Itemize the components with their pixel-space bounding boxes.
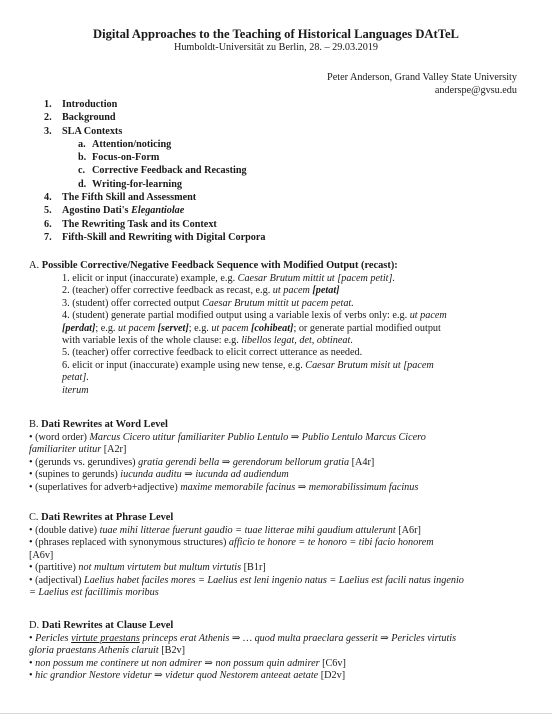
list-item: iterum — [62, 384, 89, 396]
list-item: • hic grandior Nestore videtur ⇒ videtur quod Nestorem anteeat aetate [D2v] — [29, 670, 346, 682]
list-item: • (phrases replaced with synonymous structures) afficio te honore = te honoro = tibi facio honorem — [29, 537, 434, 549]
list-item: • (adjectival) Laelius habet faciles mores = Laelius est leni ingenio natus = Laelius est facili natus ingenio — [29, 574, 464, 586]
list-item: • non possum me continere ut non admirer ⇒ non possum quin admirer [C6v] — [29, 657, 346, 669]
outline-subitem: d. Writing-for-learning — [78, 178, 182, 190]
list-item: • Pericles virtute praestans princeps erat Athenis ⇒ … quod multa praeclara gesserit ⇒ Pericles virtutis — [29, 633, 457, 644]
section-heading: A. Possible Corrective/Negative Feedback Sequence with Modified Output (recast): — [29, 260, 398, 271]
outline-item: 7. Fifth-Skill and Rewriting with Digital Corpora — [44, 231, 266, 243]
outline-subitem: a. Attention/noticing — [78, 138, 172, 150]
outline-item: 4. The Fifth Skill and Assessment — [44, 192, 197, 204]
list-item-continuation: [perdat]; e.g. ut pacem [servet]; e.g. ut pacem [cohibeat]; or generate partial modified output — [62, 322, 441, 334]
section-c — [29, 511, 525, 599]
list-item: • (superlatives for adverb+adjective) maxime memorabile facinus ⇒ memorabilissimum facinus — [29, 481, 419, 493]
list-item: 3. (student) offer corrected output Caesar Brutum mittit ut pacem petat. — [62, 297, 354, 309]
list-item-continuation: petat]. — [62, 372, 89, 384]
section-b — [29, 418, 525, 494]
outline-item: 2. Background — [44, 112, 116, 124]
outline-list — [44, 98, 514, 244]
list-item: 1. elicit or input (inaccurate) example, e.g. Caesar Brutum mittit ut [pacem petit]. — [62, 273, 396, 284]
list-item: 6. elicit or input (inaccurate) example using new tense, e.g. Caesar Brutum misit ut [pacem — [62, 359, 434, 371]
outline-item: 3. SLA Contexts — [44, 125, 123, 137]
outline-item: 1. Introduction — [44, 99, 118, 110]
section-heading: D. Dati Rewrites at Clause Level — [29, 620, 174, 631]
conference-title: Digital Approaches to the Teaching of Historical Languages DAtTeL — [93, 27, 459, 41]
outline-subitem: b. Focus-on-Form — [78, 152, 160, 164]
section-heading: B. Dati Rewrites at Word Level — [29, 419, 168, 430]
list-item-continuation: [A6v] — [29, 549, 54, 561]
author-email[interactable]: anderspe@gvsu.edu — [434, 85, 517, 96]
author-affiliation: Peter Anderson, Grand Valley State University — [327, 72, 517, 83]
list-item: • (partitive) not multum virtutem but multum virtutis [B1r] — [29, 562, 266, 574]
section-a — [29, 259, 525, 397]
outline-item: 5. Agostino Dati's Elegantiolae — [44, 205, 185, 217]
list-item: 2. (teacher) offer corrective feedback as recast, e.g. ut pacem [petat] — [62, 285, 340, 297]
list-item: • (supines to gerunds) iucunda auditu ⇒ iucunda ad audiendum — [29, 469, 289, 481]
list-item: • (word order) Marcus Cicero utitur familiariter Publio Lentulo ⇒ Publio Lentulo Marcus Cicero — [29, 432, 426, 443]
list-item-continuation: familiariter utitur [A2r] — [29, 444, 127, 456]
list-item-continuation: gloria praestans Athenis claruit [B2v] — [29, 645, 186, 657]
outline-subitem: c. Corrective Feedback and Recasting — [78, 165, 247, 177]
list-item: • (gerunds vs. gerundives) gratia gerendi bella ⇒ gerendorum bellorum gratia [A4r] — [29, 456, 375, 468]
section-d — [29, 619, 525, 683]
list-item: 4. (student) generate partial modified output using a variable lexis of verbs only: e.g. ut pacem — [62, 310, 447, 322]
section-heading: C. Dati Rewrites at Phrase Level — [29, 512, 174, 523]
list-item-continuation: with variable lexis of the whole clause: e.g. libellos legat, det, obtineat. — [62, 335, 353, 347]
conference-subtitle: Humboldt-Universität zu Berlin, 28. – 29.03.2019 — [173, 42, 378, 53]
page-bottom-rule — [0, 713, 552, 714]
list-item: • (double dative) tuae mihi litterae fuerunt gaudio = tuae litterae mihi gaudium attulerunt [A6r] — [29, 525, 421, 536]
outline-item: 6. The Rewriting Task and its Context — [44, 218, 217, 230]
list-item-continuation: = Laelius est facillimis moribus — [29, 587, 159, 599]
list-item: 5. (teacher) offer corrective feedback to elicit correct utterance as needed. — [62, 347, 363, 359]
author-block — [327, 71, 517, 97]
